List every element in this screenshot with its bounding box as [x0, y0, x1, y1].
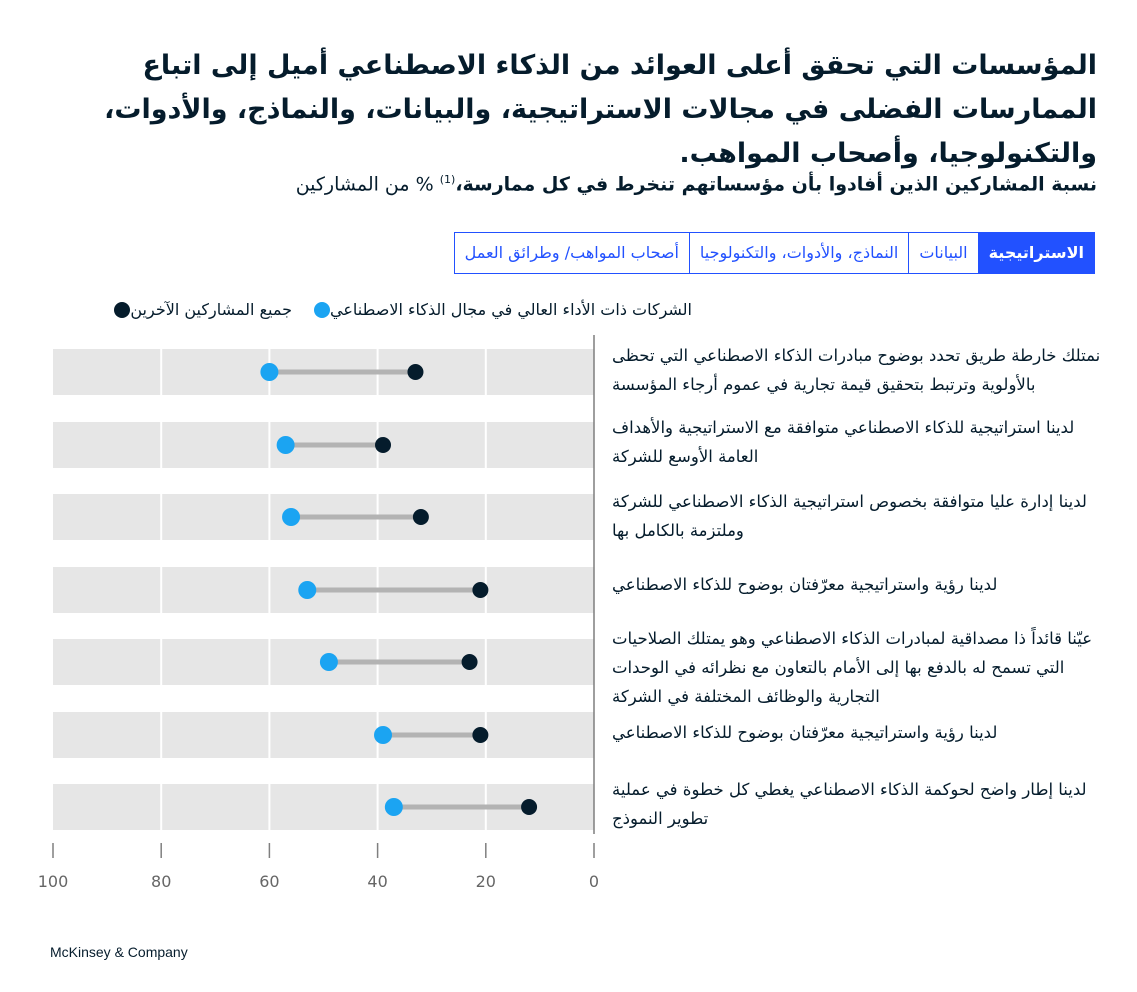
subtitle-main: نسبة المشاركين الذين أفادوا بأن مؤسساتهم تنخرط في كل ممارسة،	[455, 173, 1097, 196]
legend-high-marker	[314, 302, 330, 318]
row-label: لدينا إدارة عليا متوافقة بخصوص استراتيجية الذكاء الاصطناعي للشركة وملتزمة بالكامل بها	[612, 492, 1087, 540]
legend-others	[106, 300, 292, 319]
legend-others-label: جميع المشاركين الآخرين	[130, 300, 293, 319]
subtitle-footnote: (1)	[439, 173, 456, 186]
category-tabs	[454, 232, 1095, 274]
x-tick-label: 80	[151, 872, 172, 891]
point-high	[320, 653, 338, 671]
x-tick-label: 20	[475, 872, 496, 891]
point-high	[277, 436, 295, 454]
x-tick-label: 100	[37, 872, 69, 891]
tab-models-tools-technology[interactable]: النماذج، والأدوات، والتكنولوجيا	[689, 233, 908, 273]
subtitle-unit: % من المشاركين	[295, 173, 434, 196]
point-others	[462, 654, 478, 670]
point-high	[260, 363, 278, 381]
point-high	[385, 798, 403, 816]
row-label: لدينا استراتيجية للذكاء الاصطناعي متوافقة مع الاستراتيجية والأهداف العامة الأوسع للشركة	[612, 418, 1075, 466]
point-others	[472, 582, 488, 598]
point-others	[375, 437, 391, 453]
x-tick-label: 40	[367, 872, 388, 891]
legend-high	[306, 300, 692, 319]
x-tick-label: 0	[588, 872, 600, 891]
row-label: نمتلك خارطة طريق تحدد بوضوح مبادرات الذكاء الاصطناعي التي تحظى بالأولوية وترتبط بتحقيق قيمة تجارية في عموم أرجاء المؤسسة	[612, 346, 1101, 394]
row-label: عيّنا قائداً ذا مصداقية لمبادرات الذكاء الاصطناعي وهو يمتلك الصلاحيات التي تسمح له بالدفع بها إلى الأمام بالتعاون مع نظرائه في الوحدات التجارية والوظائف المختلفة في الشركة	[612, 629, 1093, 706]
point-others	[472, 727, 488, 743]
x-tick-label: 60	[259, 872, 280, 891]
point-others	[407, 364, 423, 380]
chart-title: المؤسسات التي تحقق أعلى العوائد من الذكاء الاصطناعي أميل إلى اتباع الممارسات الفضلى في مجالات الاستراتيجية، والبيانات، والنماذج، والأدوات، والتكنولوجيا، وأصحاب المواهب.	[104, 50, 1097, 169]
point-others	[521, 799, 537, 815]
tab-data[interactable]: البيانات	[908, 233, 977, 273]
tab-strategy[interactable]: الاستراتيجية	[978, 233, 1094, 273]
row-label: لدينا رؤية واستراتيجية معرّفتان بوضوح للذكاء الاصطناعي	[612, 575, 998, 594]
chart-subtitle	[37, 165, 1097, 199]
footer-brand: McKinsey & Company	[50, 944, 188, 960]
point-high	[374, 726, 392, 744]
point-others	[413, 509, 429, 525]
chart-legend	[92, 300, 692, 319]
legend-others-marker	[114, 302, 130, 318]
row-band	[53, 712, 594, 758]
point-high	[282, 508, 300, 526]
tab-talent-ways-of-working[interactable]: أصحاب المواهب/ وطرائق العمل	[455, 233, 689, 273]
row-label: لدينا إطار واضح لحوكمة الذكاء الاصطناعي يغطي كل خطوة في عملية تطوير النموذج	[612, 780, 1087, 828]
row-label: لدينا رؤية واستراتيجية معرّفتان بوضوح للذكاء الاصطناعي	[612, 723, 998, 742]
point-high	[298, 581, 316, 599]
legend-high-label: الشركات ذات الأداء العالي في مجال الذكاء الاصطناعي	[330, 300, 692, 319]
